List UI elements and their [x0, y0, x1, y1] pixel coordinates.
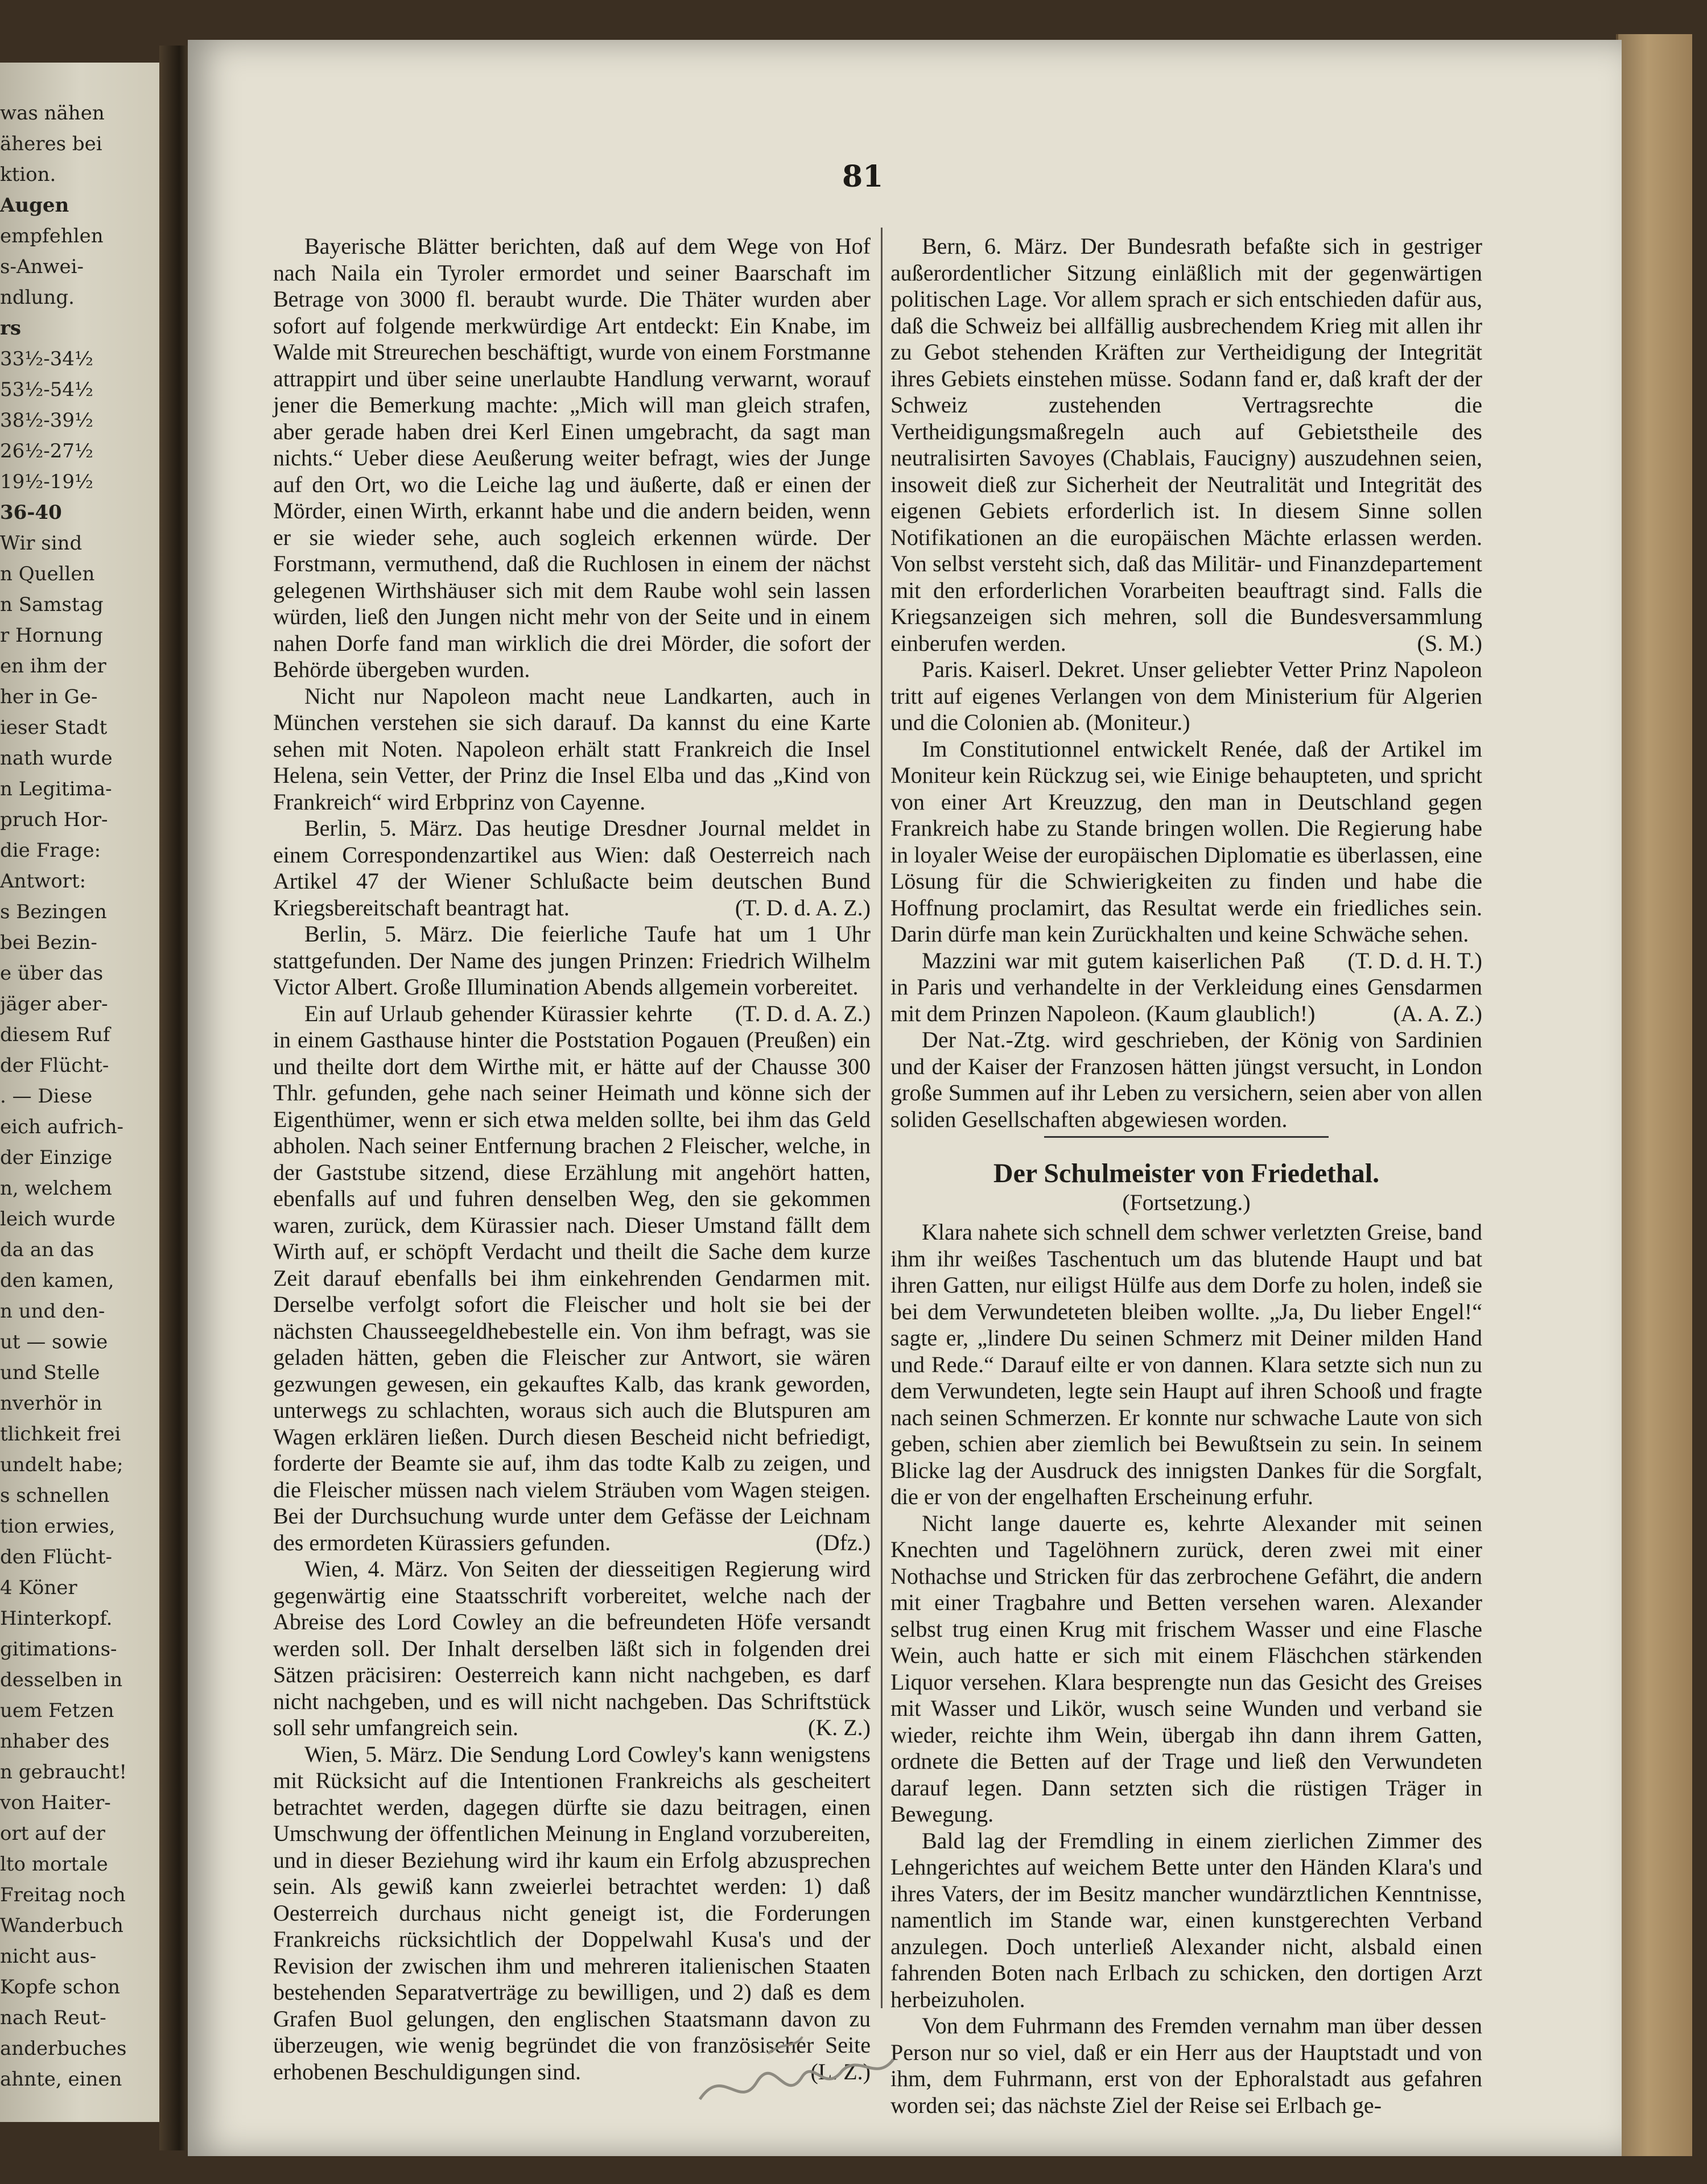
- left-page-fragment: nach Reut-: [0, 2007, 106, 2029]
- left-page-fragment: s-Anwei-: [0, 256, 84, 278]
- left-page-fragment: e über das: [0, 963, 104, 984]
- article-paragraph: [273, 1556, 871, 1741]
- page-number: 81: [842, 159, 884, 194]
- left-page-fragment: empfehlen: [0, 225, 104, 247]
- article-text: Paris. Kaiserl. Dekret. Unser geliebter Vetter Prinz Napoleon tritt auf eigenes Verlangen von dem Ministerium für Algerien und die Colonien ab. (Moniteur.): [890, 657, 1482, 735]
- story-paragraph: Bald lag der Fremdling in einem zierlichen Zimmer des Lehngerichtes auf weichem Bette unter den Händen Klara's und ihres Vaters, der im Besitz mancher wundärztlichen Kenntnisse, namentlich im Stande war, einen kunstgerechten Verband anzulegen. Doch unterließ Alexander nicht, alsbald einen fahrenden Boten nach Erlbach zu schicken, den dortigen Arzt herbeizuholen.: [890, 1827, 1482, 2012]
- left-page-fragment: 26½-27½: [0, 440, 93, 462]
- left-page-fragment: lto mortale: [0, 1853, 108, 1875]
- article-paragraph: [273, 233, 871, 683]
- left-page-fragment: Freitag noch: [0, 1884, 126, 1906]
- left-page-fragment: Augen: [0, 195, 69, 216]
- left-page-fragment: nhaber des: [0, 1731, 110, 1752]
- article-source: (T. D. d. A. Z.): [735, 894, 871, 920]
- article-paragraph: [890, 1027, 1482, 1133]
- article-text: Berlin, 5. März. Die feierliche Taufe hat um 1 Uhr stattgefunden. Der Name des jungen Prinzen: Friedrich Wilhelm Victor Albert. Große Illumination Abends allgemein vorbereitet.: [273, 921, 871, 1000]
- left-page-fragment: 4 Köner: [0, 1577, 77, 1599]
- article-paragraph: [273, 683, 871, 816]
- article-paragraph: [273, 1001, 871, 1557]
- article-paragraph: [890, 233, 1482, 657]
- left-page-fragment: anderbuches: [0, 2038, 127, 2059]
- article-text: Ein auf Urlaub gehender Kürassier kehrte in einem Gasthause hinter die Poststation Pogauen (Preußen) ein und theilte dort dem Wirthe mit, er hätte auf der Chausse 300 Thlr. gefunden, gehe nach seiner Heimath und könne sich der Eigenthümer, wenn er sich etwa melden sollte, bei ihm das Geld abholen. Nach seiner Entfernung brachen 2 Fleischer, welche, in der Gaststube sitzend, diese Erzählung mit angehört hatten, ebenfalls auf und fuhren denselben Weg, den sie gekommen waren, zurück, dem Kürassier nach. Dieser Umstand fällt dem Wirth auf, er schöpft Verdacht und theilt die Sache dem kurze Zeit darauf ebenfalls bei ihm einkehrenden Gendarmen mit. Derselbe verfolgt sofort die Fleischer und holt sie bei der nächsten Chausseegeldhebestelle ein. Von ihm befragt, was sie geladen hätten, geben die Fleischer zur Antwort, sie wären gezwungen gewesen, ein gekauftes Kalb, das krank geworden, unterwegs zu schlachten, woraus sich auch die Blutspuren am Wagen erklären ließen. Durch diesen Bescheid nicht befriedigt, forderte der Beamte sie auf, ihm das todte Kalb zu zeigen, und die Fleischer müssen nach vielem Sträuben vom Wagen steigen. Bei der Durchsuchung wurde unter dem Gefässe der Leichnam des ermordeten Kürassiers gefunden.: [273, 1000, 871, 1555]
- left-page-fragment: Wir sind: [0, 532, 83, 554]
- left-page-fragment: ut — sowie: [0, 1331, 108, 1353]
- article-text: Nicht nur Napoleon macht neue Landkarten, auch in München verstehen sie sich darauf. Da kannst du eine Karte sehen mit Noten. Napoleon erhält statt Frankreich die Insel Helena, sein Vetter, der Prinz die Insel Elba und das „Kind von Frankreich“ wird Erbprinz von Cayenne.: [273, 683, 871, 815]
- story-title: Der Schulmeister von Friedethal.: [993, 1158, 1380, 1188]
- left-page-fragment: en ihm der: [0, 655, 106, 677]
- left-page-fragment: rs: [0, 317, 22, 339]
- right-column: [890, 233, 1482, 2119]
- left-page-fragment: den Flücht-: [0, 1546, 113, 1568]
- left-page-fragment: die Frage:: [0, 840, 101, 861]
- article-paragraph: [273, 921, 871, 1026]
- left-page-fragment: äheres bei: [0, 133, 102, 155]
- left-page-fragment: diesem Ruf: [0, 1024, 110, 1046]
- article-text: Der Nat.-Ztg. wird geschrieben, der König von Sardinien und der Kaiser der Franzosen hätten jüngst versucht, in London große Summen auf ihr Leben zu versichern, seien aber von allen soliden Gesellschaften abgewiesen worden.: [890, 1027, 1482, 1132]
- article-text: Wien, 5. März. Die Sendung Lord Cowley's kann wenigstens mit Rücksicht auf die Intentionen Frankreichs als gescheitert betrachtet werden, dagegen dürfte sie dazu beitragen, einen Umschwung der öffentlichen Meinung in England vorzubereiten, und in dieser Beziehung wird ihr kaum ein Erfolg abzusprechen sein. Als gewiß kann zweierlei betrachtet werden: 1) daß Oesterreich durchaus nicht geneigt ist, die Forderungen Frankreichs rücksichtlich der Doppelwahl Kusa's und der Revision der zwischen ihm und mehreren italienischen Staaten bestehenden Separatverträge zu bewilligen, und 2) daß es dem Grafen Buol gelungen, den englischen Staatsmann davon zu überzeugen, wie wenig begründet die von französischer Seite erhobenen Beschuldigungen sind.: [273, 1741, 871, 2084]
- left-page-fragment: jäger aber-: [0, 993, 108, 1015]
- left-page-fragment: gitimations-: [0, 1638, 117, 1660]
- left-page-fragment: was nähen: [0, 102, 105, 124]
- left-page-fragment: leich wurde: [0, 1208, 116, 1230]
- left-page-fragment: n gebraucht!: [0, 1761, 127, 1783]
- left-page-fragment: n Samstag: [0, 594, 104, 616]
- left-page-fragment: den kamen,: [0, 1270, 114, 1291]
- left-page-fragment: uem Fetzen: [0, 1700, 114, 1721]
- article-text: Bern, 6. März. Der Bundesrath befaßte sich in gestriger außerordentlicher Sitzung einläßlich mit der gegenwärtigen politischen Lage. Vor allem sprach er sich entschieden dafür aus, daß die Schweiz bei allfällig ausbrechendem Krieg mit allen ihr zu Gebot stehenden Kräften zur Vertheidigung der Integrität ihres Gebiets einstehen müsse. Sodann fand er, daß kraft der der Schweiz zustehenden Vertragsrechte die Vertheidigungsmaßregeln auch auf Gebietstheile des neutralisirten Savoyes (Chablais, Faucigny) auszudehnen seien, insoweit dieß zur Sicherheit der Neutralität und Integrität des eigenen Gebiets erforderlich ist. In diesem Sinne sollen Notifikationen an die europäischen Mächte erlassen werden. Von selbst versteht sich, daß das Militär- und Finanzdepartement mit den erforderlichen Vorarbeiten beauftragt sind. Falls die Kriegsanzeigen sich mehren, soll die Bundesversammlung einberufen werden.: [890, 233, 1482, 656]
- left-page-fragment: und Stelle: [0, 1362, 100, 1384]
- article-source: (S. M.): [1417, 630, 1482, 656]
- article-source: (A. A. Z.): [1393, 1000, 1482, 1026]
- left-page-fragment: da an das: [0, 1239, 94, 1261]
- binding-board-edge: [1616, 34, 1692, 2156]
- left-page-fragment: undelt habe;: [0, 1454, 123, 1476]
- left-page-fragment: 19½-19½: [0, 471, 93, 493]
- section-rule: [1044, 1136, 1329, 1138]
- article-text: Im Constitutionnel entwickelt Renée, daß der Artikel im Moniteur kein Rückzug sei, wie Einige behaupteten, und spricht von einer Art Kreuzzug, den man in Deutschland gegen Frankreich habe zu Stande bringen wollen. Die Regierung habe in loyaler Weise der europäischen Diplomatie es überlassen, eine Lösung für die Schwierigkeiten zu finden und habe die Hoffnung proclamirt, das Resultat werde ein friedliches sein. Darin dürfe man kein Zurückhalten und keine Schwäche sehen.: [890, 736, 1482, 947]
- left-page-fragment: pruch Hor-: [0, 809, 108, 831]
- story-paragraph: Klara nahete sich schnell dem schwer verletzten Greise, band ihm ihr weißes Taschentuch um das blutende Haupt und bat ihren Gatten, nur eiligst Hülfe aus dem Dorfe zu holen, indeß sie bei dem Verwundeteten bleiben wollte. „Ja, Du lieber Engel!“ sagte er, „lindere Du seinen Schmerz mit Deiner milden Hand und Rede.“ Darauf eilte er von dannen. Klara setzte sich nun zu dem Verwundeten, legte sein Haupt auf ihren Schooß und fragte nach seinen Schmerzen. Er konnte nur schwache Laute von sich geben, schien aber ziemlich bei Bewußtsein zu sein. In seinem Blicke lag der Ausdruck des innigsten Dankes für die Sorgfalt, die er von der engelhaften Erscheinung erfuhr.: [890, 1219, 1482, 1509]
- article-paragraph: [890, 657, 1482, 736]
- left-page-fragment: nath wurde: [0, 748, 113, 769]
- article-source: (L. Z.): [810, 2058, 871, 2084]
- left-page-fragment: Hinterkopf.: [0, 1608, 113, 1629]
- pencil-signature: [688, 2031, 927, 2122]
- left-page-fragment: ahnte, einen: [0, 2069, 122, 2090]
- article-source: (K. Z.): [808, 1715, 871, 1740]
- story-paragraph: Nicht lange dauerte es, kehrte Alexander mit seinen Knechten und Tagelöhnern zurück, deren zwei mit einer Nothachse und Stricken für das zerbrochene Gefährt, die andern mit einer Tragbahre und Betten versehen waren. Alexander selbst trug einen Krug mit frischem Wasser und eine Flasche Wein, auch hatte er sich mit einem Fläschchen stärkenden Liquor versehen. Klara besprengte nun das Gesicht des Greises mit Wasser und Likör, wusch seine Wunden und verband sie wieder, reichte ihm Wein, übergab ihn dann ihrem Gatten, ordnete die Betten auf der Trage und ließ den Verwundeten darauf legen. Dann setzten sich die rüstigen Träger in Bewegung.: [890, 1510, 1482, 1827]
- left-page-fragment: her in Ge-: [0, 686, 98, 708]
- left-page-fragment: n Quellen: [0, 563, 95, 585]
- story-subtitle: (Fortsetzung.): [1122, 1189, 1251, 1215]
- article-paragraph: [890, 736, 1482, 973]
- left-page-fragment: s Bezingen: [0, 901, 107, 923]
- story-paragraph: Von dem Fuhrmann des Fremden vernahm man über dessen Person nur so viel, daß er ein Herr aus der Hauptstadt und von ihm, dem Fuhrmann, erst von der Ephoralstadt aus gefahren worden sei; das nächste Ziel der Reise sei Erlbach ge-: [890, 2013, 1482, 2118]
- left-page-edge: [0, 63, 159, 2122]
- left-page-fragment: n, welchem: [0, 1178, 112, 1199]
- left-page-fragment: r Hornung: [0, 625, 103, 646]
- left-page-fragment: nverhör in: [0, 1393, 102, 1414]
- left-column: [273, 233, 871, 2085]
- left-page-fragment: 53½-54½: [0, 379, 93, 401]
- left-page-fragment: s schnellen: [0, 1485, 110, 1506]
- left-page-fragment: tion erwies,: [0, 1516, 116, 1537]
- article-source: (T. D. d. A. Z.): [735, 1000, 871, 1026]
- article-source: (Dfz.): [815, 1529, 871, 1555]
- left-page-fragment: . — Diese: [0, 1085, 93, 1107]
- column-divider: [881, 228, 883, 2008]
- article-text: Wien, 4. März. Von Seiten der diesseitigen Regierung wird gegenwärtig eine Staatsschrift vorbereitet, welche nach der Abreise des Lord Cowley an die befreundeten Höfe versandt werden soll. Der Inhalt derselben läßt sich in folgenden drei Sätzen präcisiren: Oesterreich kann nicht nachgeben, es darf nicht nachgeben, und es will nicht nachgeben. Das Schriftstück soll sehr umfangreich sein.: [273, 1556, 871, 1740]
- left-page-fragment: ndlung.: [0, 287, 75, 308]
- left-page-fragment: 36-40: [0, 502, 62, 523]
- left-page-fragment: n Legitima-: [0, 778, 112, 800]
- left-page-fragment: desselben in: [0, 1669, 123, 1691]
- left-page-fragment: der Flücht-: [0, 1055, 109, 1076]
- left-page-fragment: der Einzige: [0, 1147, 113, 1169]
- left-page-fragment: ieser Stadt: [0, 717, 108, 738]
- left-page-fragment: bei Bezin-: [0, 932, 97, 953]
- left-page-fragment: 33½-34½: [0, 348, 93, 370]
- left-page-fragment: Wanderbuch: [0, 1915, 123, 1937]
- left-page-fragment: ort auf der: [0, 1823, 105, 1844]
- left-page-fragment: Kopfe schon: [0, 1976, 120, 1998]
- left-page-fragment: von Haiter-: [0, 1792, 111, 1814]
- left-page-fragment: ktion.: [0, 164, 56, 185]
- left-page-fragment: tlichkeit frei: [0, 1423, 121, 1445]
- left-page-fragment: 38½-39½: [0, 410, 93, 431]
- article-text: Bayerische Blätter berichten, daß auf dem Wege von Hof nach Naila ein Tyroler ermordet und seiner Baarschaft im Betrage von 3000 fl. beraubt wurde. Die Thäter wurden aber sofort auf folgende merkwürdige Art entdeckt: Ein Knabe, im Walde mit Streurechen beschäftigt, wurde von einem Forstmanne attrappirt und über seine unerlaubte Handlung verwarnt, worauf jener die Bemerkung machte: „Mich will man gleich strafen, aber gerade haben drei Kerl Einen umgebracht, da sagt man nichts.“ Ueber diese Aeußerung weiter befragt, wies der Junge auf den Ort, wo die Leiche lag und äußerte, daß er einen der Mörder, einen Wirth, erkannt habe und die andern beiden, wenn er sie wieder sehe, auch sogleich erkennen würde. Der Forstmann, vermuthend, daß die Ruchlosen in einem der nächst gelegenen Wirthshäuser sich mit dem Raube wohl sein lassen würden, ließ den Jungen nicht mehr von der Seite und in einem nahen Dorfe fand man wirklich die drei Mörder, die sofort der Behörde übergeben wurden.: [273, 233, 871, 682]
- left-page-fragment: Antwort:: [0, 870, 86, 892]
- article-text: Berlin, 5. März. Das heutige Dresdner Journal meldet in einem Correspondenzartikel aus Wien: daß Oesterreich nach Artikel 47 der Wiener Schlußacte beim deutschen Bund Kriegsbereitschaft beantragt hat.: [273, 815, 871, 920]
- article-paragraph: [273, 815, 871, 921]
- newspaper-page: [188, 40, 1622, 2156]
- left-page-fragment: eich aufrich-: [0, 1116, 124, 1138]
- article-source: (T. D. d. H. T.): [1347, 947, 1482, 973]
- left-page-fragment: nicht aus-: [0, 1946, 97, 1967]
- left-page-fragment: n und den-: [0, 1301, 105, 1322]
- article-text: Mazzini war mit gutem kaiserlichen Paß in Paris und verhandelte in der Verkleidung eines Gensdarmen mit dem Prinzen Napoleon. (Kaum glaublich!): [890, 947, 1482, 1026]
